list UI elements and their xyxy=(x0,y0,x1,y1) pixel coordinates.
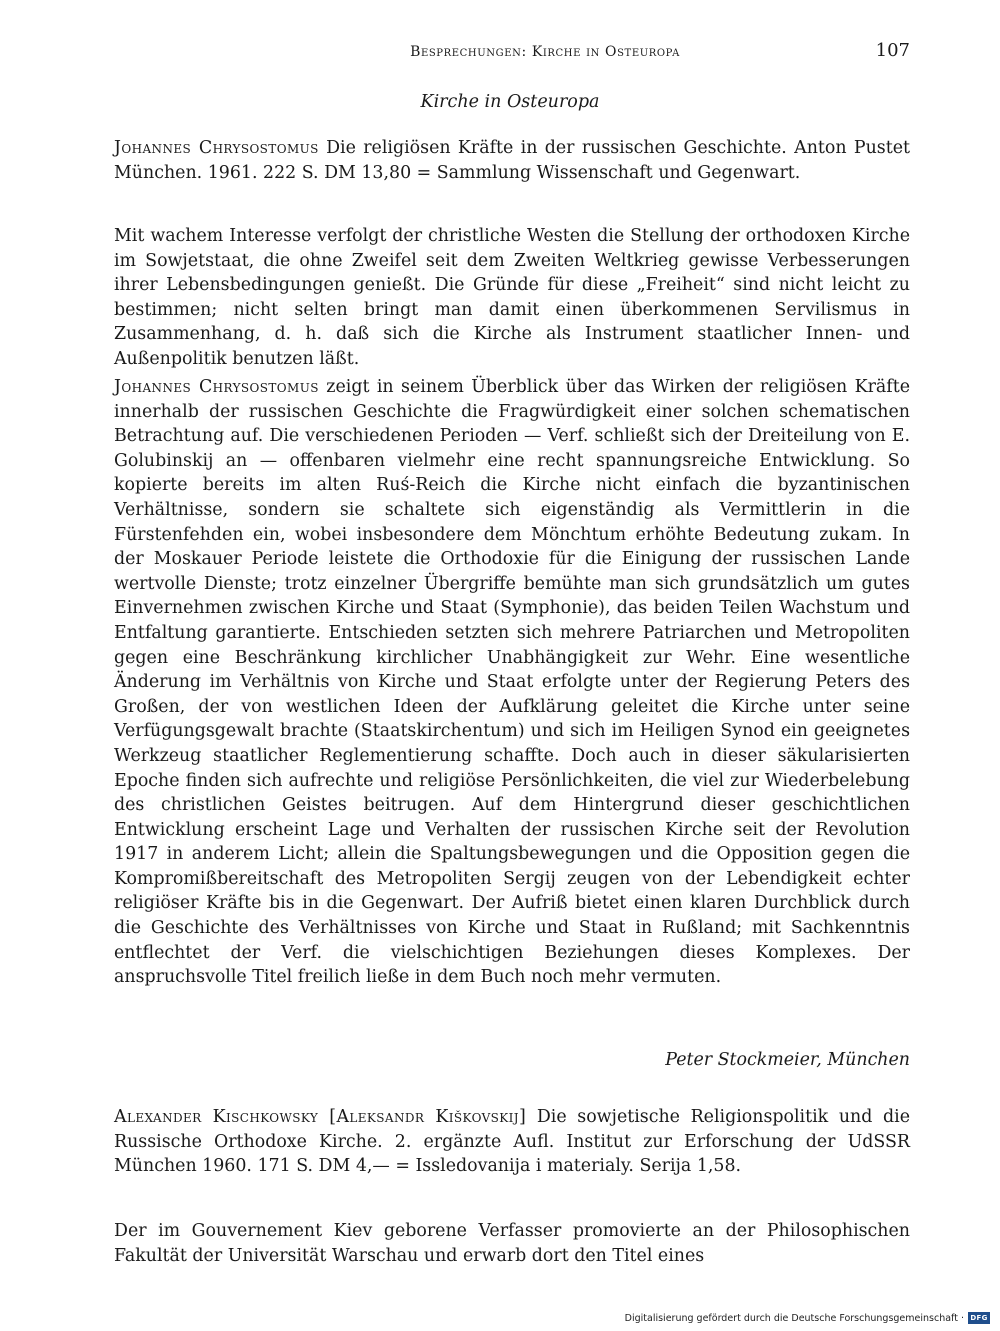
dfg-logo-icon: DFG xyxy=(968,1312,990,1324)
review-2-author: Alexander Kischkowsky [Aleksandr Kiškovskij] xyxy=(114,1107,527,1127)
review-1-bibliography-text: Die religiösen Kräfte in der russischen Geschichte. Anton Pustet München. 1961. 222 S. DM 13,80 = Sammlung Wissenschaft und Gegenwart. xyxy=(114,138,910,183)
review-1-paragraph-2 xyxy=(114,375,910,990)
review-2-paragraph-1: Der im Gouvernement Kiev geborene Verfasser promovierte an der Philosophischen Fakultät der Universität Warschau und erwarb dort den Titel eines xyxy=(114,1221,910,1266)
review-1-paragraph-2-author: Johannes Chrysostomus xyxy=(114,377,319,397)
review-1-paragraph-2-text: zeigt in seinem Überblick über das Wirken der religiösen Kräfte innerhalb der russischen Geschichte die Fragwürdigkeit einer solchen schematischen Betrachtung auf. Die verschiedenen Perioden — Verf. schließt sich der Dreiteilung von E. Golubinskij an — offenbaren vielmehr eine recht spannungsreiche Entwicklung. So kopierte bereits im alten Ruś-Reich die Kirche nicht einfach die byzantinischen Verhältnisse, sondern sie schaltete sich eigenständig als Vermittlerin in die Fürstenfehden ein, wobei insbesondere dem Mönchtum erhöhte Bedeutung zukam. In der Moskauer Periode leistete die Orthodoxie für die Einigung der russischen Lande wertvolle Dienste; trotz einzelner Übergriffe bemühte man sich grundsätzlich um gutes Einvernehmen zwischen Kirche und Staat (Symphonie), das beiden Teilen Wachstum und Entfaltung garantierte. Entschieden setzten sich mehrere Patriarchen und Metropoliten gegen eine Beschränkung kirchlicher Unabhängigkeit zur Wehr. Eine wesentliche Änderung im Verhältnis von Kirche und Staat erfolgte unter der Regierung Peters des Großen, der von westlichen Ideen der Aufklärung geleitet die Kirche unter seine Verfügungsgewalt brachte (Staatskirchentum) und sich im Heiligen Synod ein geeignetes Werkzeug staatlicher Reglementierung schaffte. Doch auch in dieser säkularisierten Epoche finden sich aufrechte und religiöse Persönlichkeiten, die viel zur Wiederbelebung des christlichen Geistes beitrugen. Auf dem Hintergrund dieser geschichtlichen Entwicklung erscheint Lage und Verhalten der russischen Kirche seit der Revolution 1917 in anderem Licht; allein die Spaltungsbewegungen und die Opposition gegen die Kompromißbereitschaft des Metropoliten Sergij zeugen von der Lebendigkeit echter religiöser Kräfte bis in die Gegenwart. Der Aufriß bietet einen klaren Durchblick durch die Geschichte des Verhältnisses von Kirche und Staat in Rußland; mit Sachkenntnis entflechtet der Verf. die vielschichtigen Beziehungen dieses Komplexes. Der anspruchsvolle Titel freilich ließe in dem Buch noch mehr vermuten. xyxy=(114,377,911,988)
reviewer-signature: Peter Stockmeier, München xyxy=(665,1050,910,1070)
review-1-author: Johannes Chrysostomus xyxy=(114,138,319,158)
page-number: 107 xyxy=(875,40,910,61)
review-1-paragraph-1: Mit wachem Interesse verfolgt der christliche Westen die Stellung der orthodoxen Kirche im Sowjetstaat, die ohne Zweifel seit dem Zweiten Weltkrieg gewisse Verbesserungen ihrer Lebensbedingungen genießt. Die Gründe für diese „Freiheit“ sind nicht leicht zu bestimmen; nicht selten bringt man damit einen überkommenen Servilismus in Zusammenhang, d. h. daß sich die Kirche als Instrument staatlicher Innen- und Außenpolitik benutzen läßt. xyxy=(114,226,910,369)
review-2-bibliography-text: Die sowjetische Religionspolitik und die Russische Orthodoxe Kirche. 2. ergänzte Aufl. Institut zur Erforschung der UdSSR München 1960. 171 S. DM 4,— = Issledovanija i materialy. Serija 1,58. xyxy=(114,1107,911,1177)
running-head: Besprechungen: Kirche in Osteuropa xyxy=(410,44,680,60)
review-2-bibliography xyxy=(114,1105,910,1179)
digitization-footer xyxy=(586,1309,990,1327)
footer-text: Digitalisierung gefördert durch die Deutsche Forschungsgemeinschaft · xyxy=(624,1312,964,1324)
section-title: Kirche in Osteuropa xyxy=(420,92,600,112)
review-1-bibliography xyxy=(114,136,910,185)
